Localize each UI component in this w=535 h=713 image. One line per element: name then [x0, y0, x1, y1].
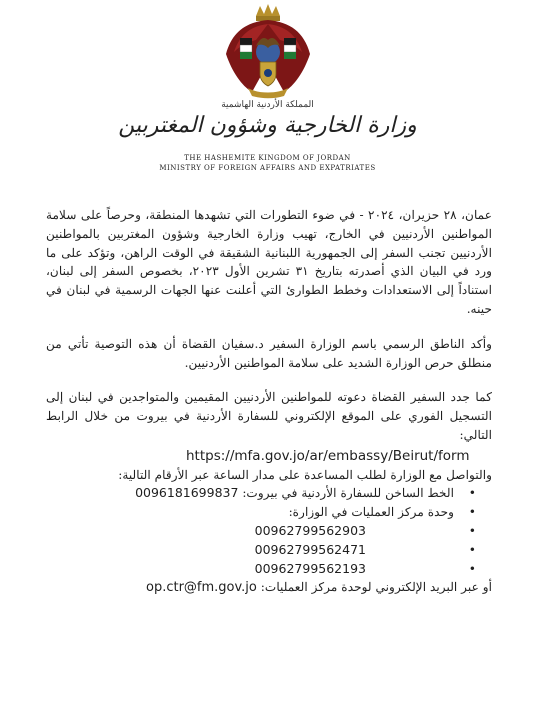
- ministry-english: MINISTRY OF FOREIGN AFFAIRS AND EXPATRIATES: [159, 164, 376, 172]
- ops-number[interactable]: 00962799562193: [254, 560, 366, 576]
- letterhead: [0, 0, 535, 180]
- ministry-arabic-calligraphy: وزارة الخارجية وشؤون المغتربين: [118, 113, 417, 138]
- hotline-number[interactable]: 0096181699837: [135, 485, 239, 501]
- bullet-icon: •: [468, 561, 476, 576]
- list-item-ops-number: [46, 541, 476, 560]
- kingdom-arabic: المملكة الأردنية الهاشمية: [221, 100, 314, 110]
- bullet-icon: •: [468, 542, 476, 557]
- paragraph-spokesperson: وأكد الناطق الرسمي باسم الوزارة السفير د.سفيان القضاة أن هذه التوصية تأتي من منطلق حرص الوزارة الشديد على سلامة المواطنين الأردنيين.: [46, 336, 492, 370]
- ops-label: وحدة مركز العمليات في الوزارة:: [288, 505, 454, 520]
- email-line: [46, 578, 492, 598]
- hotline-label: الخط الساخن للسفارة الأردنية في بيروت:: [242, 486, 454, 501]
- list-item-ops-number: [46, 560, 476, 579]
- paragraph-travel-advisory: عمان، ٢٨ حزيران، ٢٠٢٤ - في ضوء التطورات التي تشهدها المنطقة، وحرصاً على سلامة المواطنين الأردنيين في الخارج، تهيب وزارة الخارجية وشؤون المغتربين بالمواطنين الأردنيين تجنب السفر إلى الجمهورية اللبنانية الشقيقة في الوقت الراهن، وتؤكد على ما ورد في البيان الذي أصدرته بتاريخ ٣١ تشرين الأول ٢٠٢٣، بخصوص السفر إلى لبنان، استناداً إلى الاستعدادات وخطط الطوارئ التي أعلنت عنها الجهات الرسمية في لبنان في حينه.: [46, 208, 492, 316]
- bullet-icon: •: [468, 486, 476, 501]
- bullet-icon: •: [468, 505, 476, 520]
- kingdom-english: THE HASHEMITE KINGDOM OF JORDAN: [184, 154, 351, 162]
- ops-number[interactable]: 00962799562903: [254, 522, 366, 538]
- email-label: أو عبر البريد الإلكتروني لوحدة مركز العمليات:: [260, 580, 492, 595]
- list-item-ops: [46, 503, 476, 522]
- contact-intro: والتواصل مع الوزارة لطلب المساعدة على مدار الساعة عبر الأرقام التالية:: [118, 467, 492, 482]
- list-item-hotline: [46, 484, 476, 503]
- paragraph-registration: كما جدد السفير القضاة دعوته للمواطنين الأردنيين المقيمين والمتواجدين في لبنان إلى التسجيل الفوري على الموقع الإلكتروني للسفارة الأردنية في بيروت من خلال الرابط التالي:: [46, 390, 492, 442]
- ops-email[interactable]: op.ctr@fm.gov.jo: [145, 580, 257, 596]
- coat-of-arms-emblem: [218, 2, 318, 100]
- ops-number[interactable]: 00962799562471: [254, 541, 366, 557]
- list-item-ops-number: [46, 522, 476, 541]
- statement-body: [46, 206, 492, 598]
- contact-list: [46, 484, 492, 578]
- bullet-icon: •: [468, 523, 476, 538]
- registration-link[interactable]: https://mfa.gov.jo/ar/embassy/Beirut/form: [186, 447, 470, 464]
